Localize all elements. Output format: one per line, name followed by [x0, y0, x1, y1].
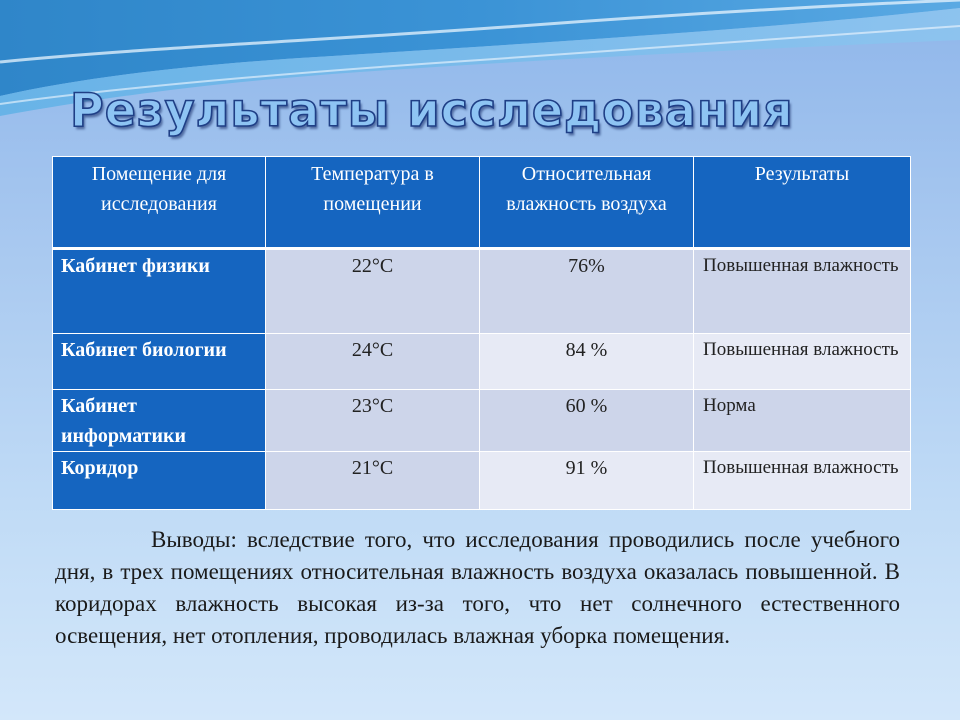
- slide-title: Результаты исследования: [70, 83, 794, 137]
- table-header-row: [53, 157, 911, 249]
- humidity-value: 60 %: [480, 390, 694, 452]
- table-row: [53, 452, 911, 510]
- room-name: Кабинет биологии: [53, 334, 266, 390]
- room-name: Кабинет физики: [53, 249, 266, 334]
- header-room: Помещение для исследования: [53, 157, 266, 249]
- header-temperature: Температура в помещении: [266, 157, 480, 249]
- humidity-value: 91 %: [480, 452, 694, 510]
- temperature-value: 23°C: [266, 390, 480, 452]
- room-name: Коридор: [53, 452, 266, 510]
- header-results: Результаты: [694, 157, 911, 249]
- table-row: [53, 334, 911, 390]
- results-table: [52, 156, 911, 510]
- result-value: Норма: [694, 390, 911, 452]
- temperature-value: 22°C: [266, 249, 480, 334]
- table-row: [53, 390, 911, 452]
- humidity-value: 84 %: [480, 334, 694, 390]
- header-humidity: Относительная влажность воздуха: [480, 157, 694, 249]
- conclusion-text: Выводы: вследствие того, что исследования проводились после учебного дня, в трех помещениях относительная влажность воздуха оказалась повышенной. В коридорах влажность высокая из-за того, что нет солнечного естественного освещения, нет отопления, проводилась влажная уборка помещения.: [55, 527, 900, 648]
- temperature-value: 21°C: [266, 452, 480, 510]
- temperature-value: 24°C: [266, 334, 480, 390]
- result-value: Повышенная влажность: [694, 249, 911, 334]
- humidity-value: 76%: [480, 249, 694, 334]
- table-row: [53, 249, 911, 334]
- result-value: Повышенная влажность: [694, 334, 911, 390]
- room-name: Кабинет информатики: [53, 390, 266, 452]
- result-value: Повышенная влажность: [694, 452, 911, 510]
